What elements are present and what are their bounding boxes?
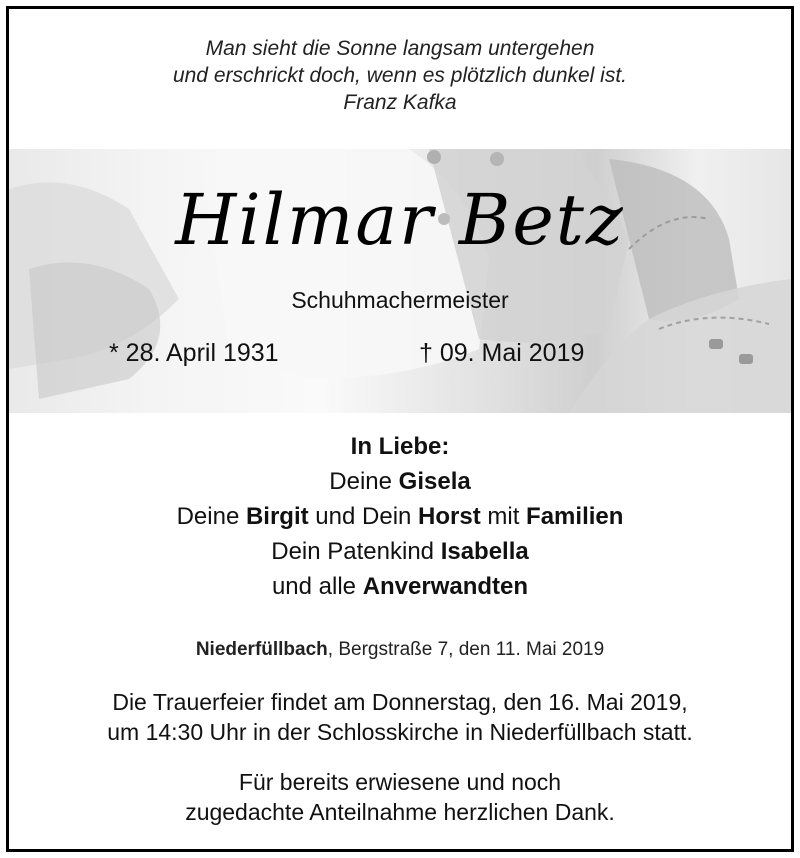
shoe-photo-band bbox=[9, 149, 791, 413]
obituary-notice bbox=[6, 6, 794, 852]
mourner-line-4 bbox=[9, 569, 791, 604]
mourners-heading: In Liebe: bbox=[350, 433, 450, 460]
death-date: † 09. Mai 2019 bbox=[419, 339, 585, 367]
mourner-text: und alle bbox=[271, 573, 363, 600]
mourner-text: Dein Patenkind bbox=[271, 538, 441, 565]
town-name: Niederfüllbach bbox=[195, 639, 328, 660]
mourner-text: mit bbox=[480, 503, 527, 530]
service-line-2: um 14:30 Uhr in der Schlosskirche in Niederfüllbach statt. bbox=[107, 719, 693, 745]
profession: Schuhmachermeister bbox=[291, 287, 509, 313]
mourner-name: Isabella bbox=[440, 538, 529, 565]
mourner-text: Deine bbox=[329, 468, 399, 495]
quote-author: Franz Kafka bbox=[343, 91, 457, 114]
mourner-text: Deine bbox=[176, 503, 246, 530]
address-date: , Bergstraße 7, den 11. Mai 2019 bbox=[327, 639, 605, 660]
mourner-text: und Dein bbox=[308, 503, 419, 530]
thanks-line-1: Für bereits erwiesene und noch bbox=[238, 769, 562, 795]
mourner-name: Horst bbox=[418, 503, 481, 530]
service-line-1: Die Trauerfeier findet am Donnerstag, den 16. Mai 2019, bbox=[112, 689, 688, 715]
quote-line-1: Man sieht die Sonne langsam untergehen bbox=[205, 37, 595, 60]
mourner-line-2 bbox=[9, 499, 791, 534]
thanks-note bbox=[9, 767, 791, 827]
mourner-name: Birgit bbox=[245, 503, 309, 530]
mourners-list bbox=[9, 429, 791, 604]
funeral-service-info bbox=[9, 687, 791, 747]
thanks-line-2: zugedachte Anteilnahme herzlichen Dank. bbox=[185, 799, 615, 825]
kafka-quote bbox=[9, 35, 791, 116]
mourner-name: Familien bbox=[526, 503, 624, 530]
place-and-date bbox=[9, 639, 791, 661]
mourner-name: Anverwandten bbox=[362, 573, 529, 600]
mourner-line-3 bbox=[9, 534, 791, 569]
deceased-name: Hilmar Betz bbox=[175, 179, 625, 261]
quote-line-2: und erschrickt doch, wenn es plötzlich dunkel ist. bbox=[172, 64, 628, 87]
mourner-name: Gisela bbox=[398, 468, 471, 495]
birth-date: * 28. April 1931 bbox=[109, 339, 279, 367]
mourner-line-1 bbox=[9, 464, 791, 499]
